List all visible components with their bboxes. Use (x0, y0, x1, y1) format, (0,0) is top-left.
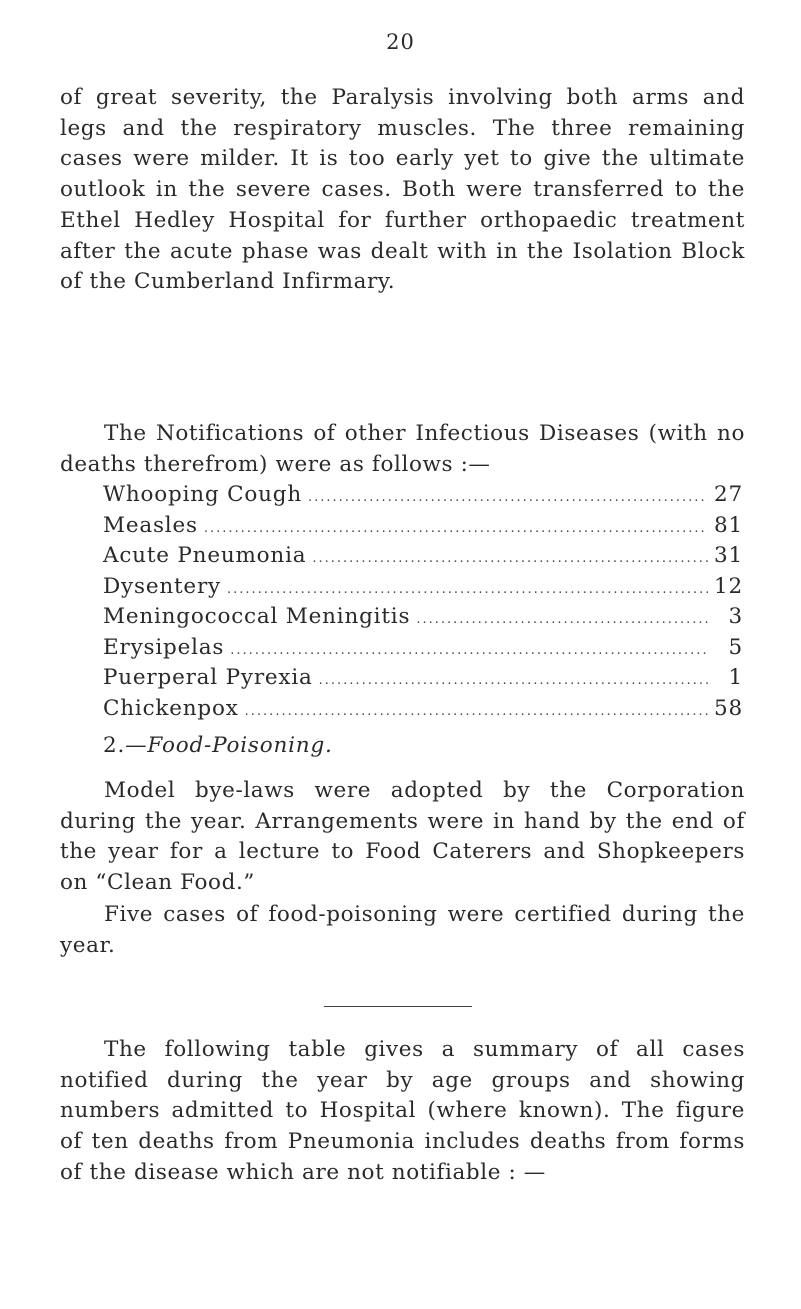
notifications-list (103, 482, 743, 726)
disease-count: 31 (714, 543, 743, 568)
section-number: 2.— (103, 733, 148, 758)
disease-name: Meningococcal Meningitis (103, 604, 411, 629)
paragraph-text: Five cases of food-poisoning were certified during the year. (60, 902, 745, 958)
paragraph-text: Model bye-laws were adopted by the Corporation during the year. Arrangements were in hand by the end of the year for a lecture to Food Caterers and Shopkeepers on “Clean Food.” (60, 778, 745, 896)
disease-count: 1 (728, 665, 743, 690)
paragraph-text: of great severity, the Paralysis involving both arms and legs and the respiratory muscles. The three remaining cases were milder. It is too early yet to give the ultimate outlook in the severe cases. Both were transferred to the Ethel Hedley Hospital for further orthopaedic treatment after the acute phase was dealt with in the Isolation Block of the Cumberland Infirmary. (60, 85, 745, 295)
paragraph-bye-laws (60, 776, 745, 899)
dot-leader (245, 704, 708, 719)
disease-count: 5 (728, 634, 743, 660)
paragraph-text: The Notifications of other Infectious Diseases (with no deaths therefrom) were as follows :— (60, 421, 745, 477)
disease-name: Erysipelas (103, 634, 225, 660)
dot-leader (227, 582, 708, 597)
paragraph-notifications-intro (60, 419, 745, 480)
section-heading (103, 733, 333, 758)
disease-count: 3 (728, 604, 743, 629)
disease-name: Acute Pneumonia (103, 543, 307, 568)
list-item (103, 482, 743, 513)
disease-name: Chickenpox (103, 695, 239, 721)
dot-leader (308, 490, 708, 505)
paragraph-text: The following table gives a summary of all cases notified during the year by age groups and showing numbers admitted to Hospital (where known). The figure of ten deaths from Pneumonia includes deaths from forms of the disease which are not notifiable : — (60, 1037, 745, 1185)
disease-name: Puerperal Pyrexia (103, 665, 313, 690)
list-item (103, 635, 743, 666)
paragraph-table-summary (60, 1035, 745, 1189)
list-item (103, 513, 743, 544)
dot-leader (312, 551, 708, 566)
dot-leader (204, 521, 708, 536)
disease-count: 27 (714, 482, 743, 507)
paragraph-food-poisoning-cases (60, 900, 745, 961)
disease-name: Dysentery (103, 573, 221, 599)
disease-name: Whooping Cough (103, 482, 302, 507)
dot-leader (319, 673, 709, 688)
disease-count: 12 (714, 573, 743, 599)
paragraph-paralysis (60, 83, 745, 298)
disease-name: Measles (103, 512, 198, 538)
list-item (103, 696, 743, 727)
dot-leader (416, 612, 709, 627)
list-item (103, 574, 743, 605)
disease-count: 58 (714, 695, 743, 721)
list-item (103, 665, 743, 696)
dot-leader (230, 643, 709, 658)
page-number: 20 (386, 30, 415, 54)
list-item (103, 604, 743, 635)
list-item (103, 543, 743, 574)
section-title: Food-Poisoning. (147, 733, 333, 758)
section-divider (324, 1006, 472, 1007)
disease-count: 81 (714, 512, 743, 538)
